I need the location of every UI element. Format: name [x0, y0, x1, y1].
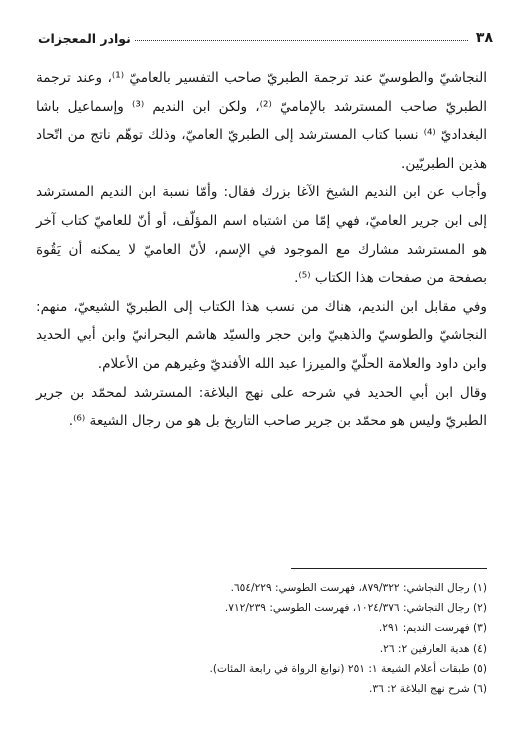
footnote-3: (٣) فهرست النديم: ٢٩١. [378, 622, 487, 635]
footnote-6: (٦) شرح نهج البلاغة ٢: ٣٦. [369, 683, 487, 696]
paragraph: وأجاب عن ابن النديم الشيخ الآغا بزرك فقال: وأمّا نسبة ابن النديم المسترشد إلى ابن جرير العاميّ، فهي إمّا من اشتباه اسم المؤلّف، أو أنّ للعاميّ كتاب آخر هو المسترشد مشارك مع الموجود في الإسم، لأنّ العاميّ لا يمكنه أن يَقُوهَ بصفحة من صفحات هذا الكتاب ⁽⁵⁾. [36, 184, 487, 287]
page-header [38, 26, 493, 46]
footnotes [60, 578, 487, 699]
footnote-1: (١) رجال النجاشي: ٨٧٩/٣٢٢، فهرست الطوسي: ٦٥٤/٢٢٩. [230, 582, 487, 594]
main-text [36, 64, 487, 436]
running-book-title: نوادر المعجزات [38, 31, 131, 46]
footnote-4: (٤) هدية العارفين ٢: ٢٦. [379, 642, 487, 655]
page-number: ٣٨ [475, 30, 493, 46]
header-leader-dots [135, 40, 468, 41]
paragraph: النجاشيّ والطوسيّ عند ترجمة الطبريّ صاحب التفسير بالعاميّ ⁽¹⁾، وعند ترجمة الطبريّ صاحب المسترشد بالإماميّ ⁽²⁾، ولكن ابن النديم ⁽³⁾ وإسماعيل باشا البغداديّ ⁽⁴⁾ نسبا كتاب المسترشد إلى الطبريّ العاميّ، وذلك توهّم ناتج من اتّحاد هذين الطبريّين. [36, 70, 487, 172]
footnote-5: (٥) طبقات أعلام الشيعة ١: ٢٥١ (نوابغ الرواة في رابعة المئات). [209, 662, 487, 675]
footnote-separator [291, 568, 487, 569]
footnote-2: (٢) رجال النجاشي: ١٠٢٤/٣٧٦، فهرست الطوسي: ٧١٢/٢٣٩. [224, 602, 487, 615]
paragraph: وقال ابن أبي الحديد في شرحه على نهج البلاغة: المسترشد لمحمّد بن جرير الطبريّ وليس هو محمّد بن جرير صاحب التاريخ بل هو من رجال الشيعة ⁽⁶⁾. [36, 384, 487, 430]
paragraph: وفي مقابل ابن النديم، هناك من نسب هذا الكتاب إلى الطبريّ الشيعيّ، منهم: النجاشيّ والطوسيّ والذهبيّ وابن حجر والسيّد هاشم البحرانيّ وابن أبي الحديد وابن داود والعلامة الحلّيّ والميرزا عبد الله الأفنديّ وغيرهم من الأعلام. [36, 298, 487, 372]
